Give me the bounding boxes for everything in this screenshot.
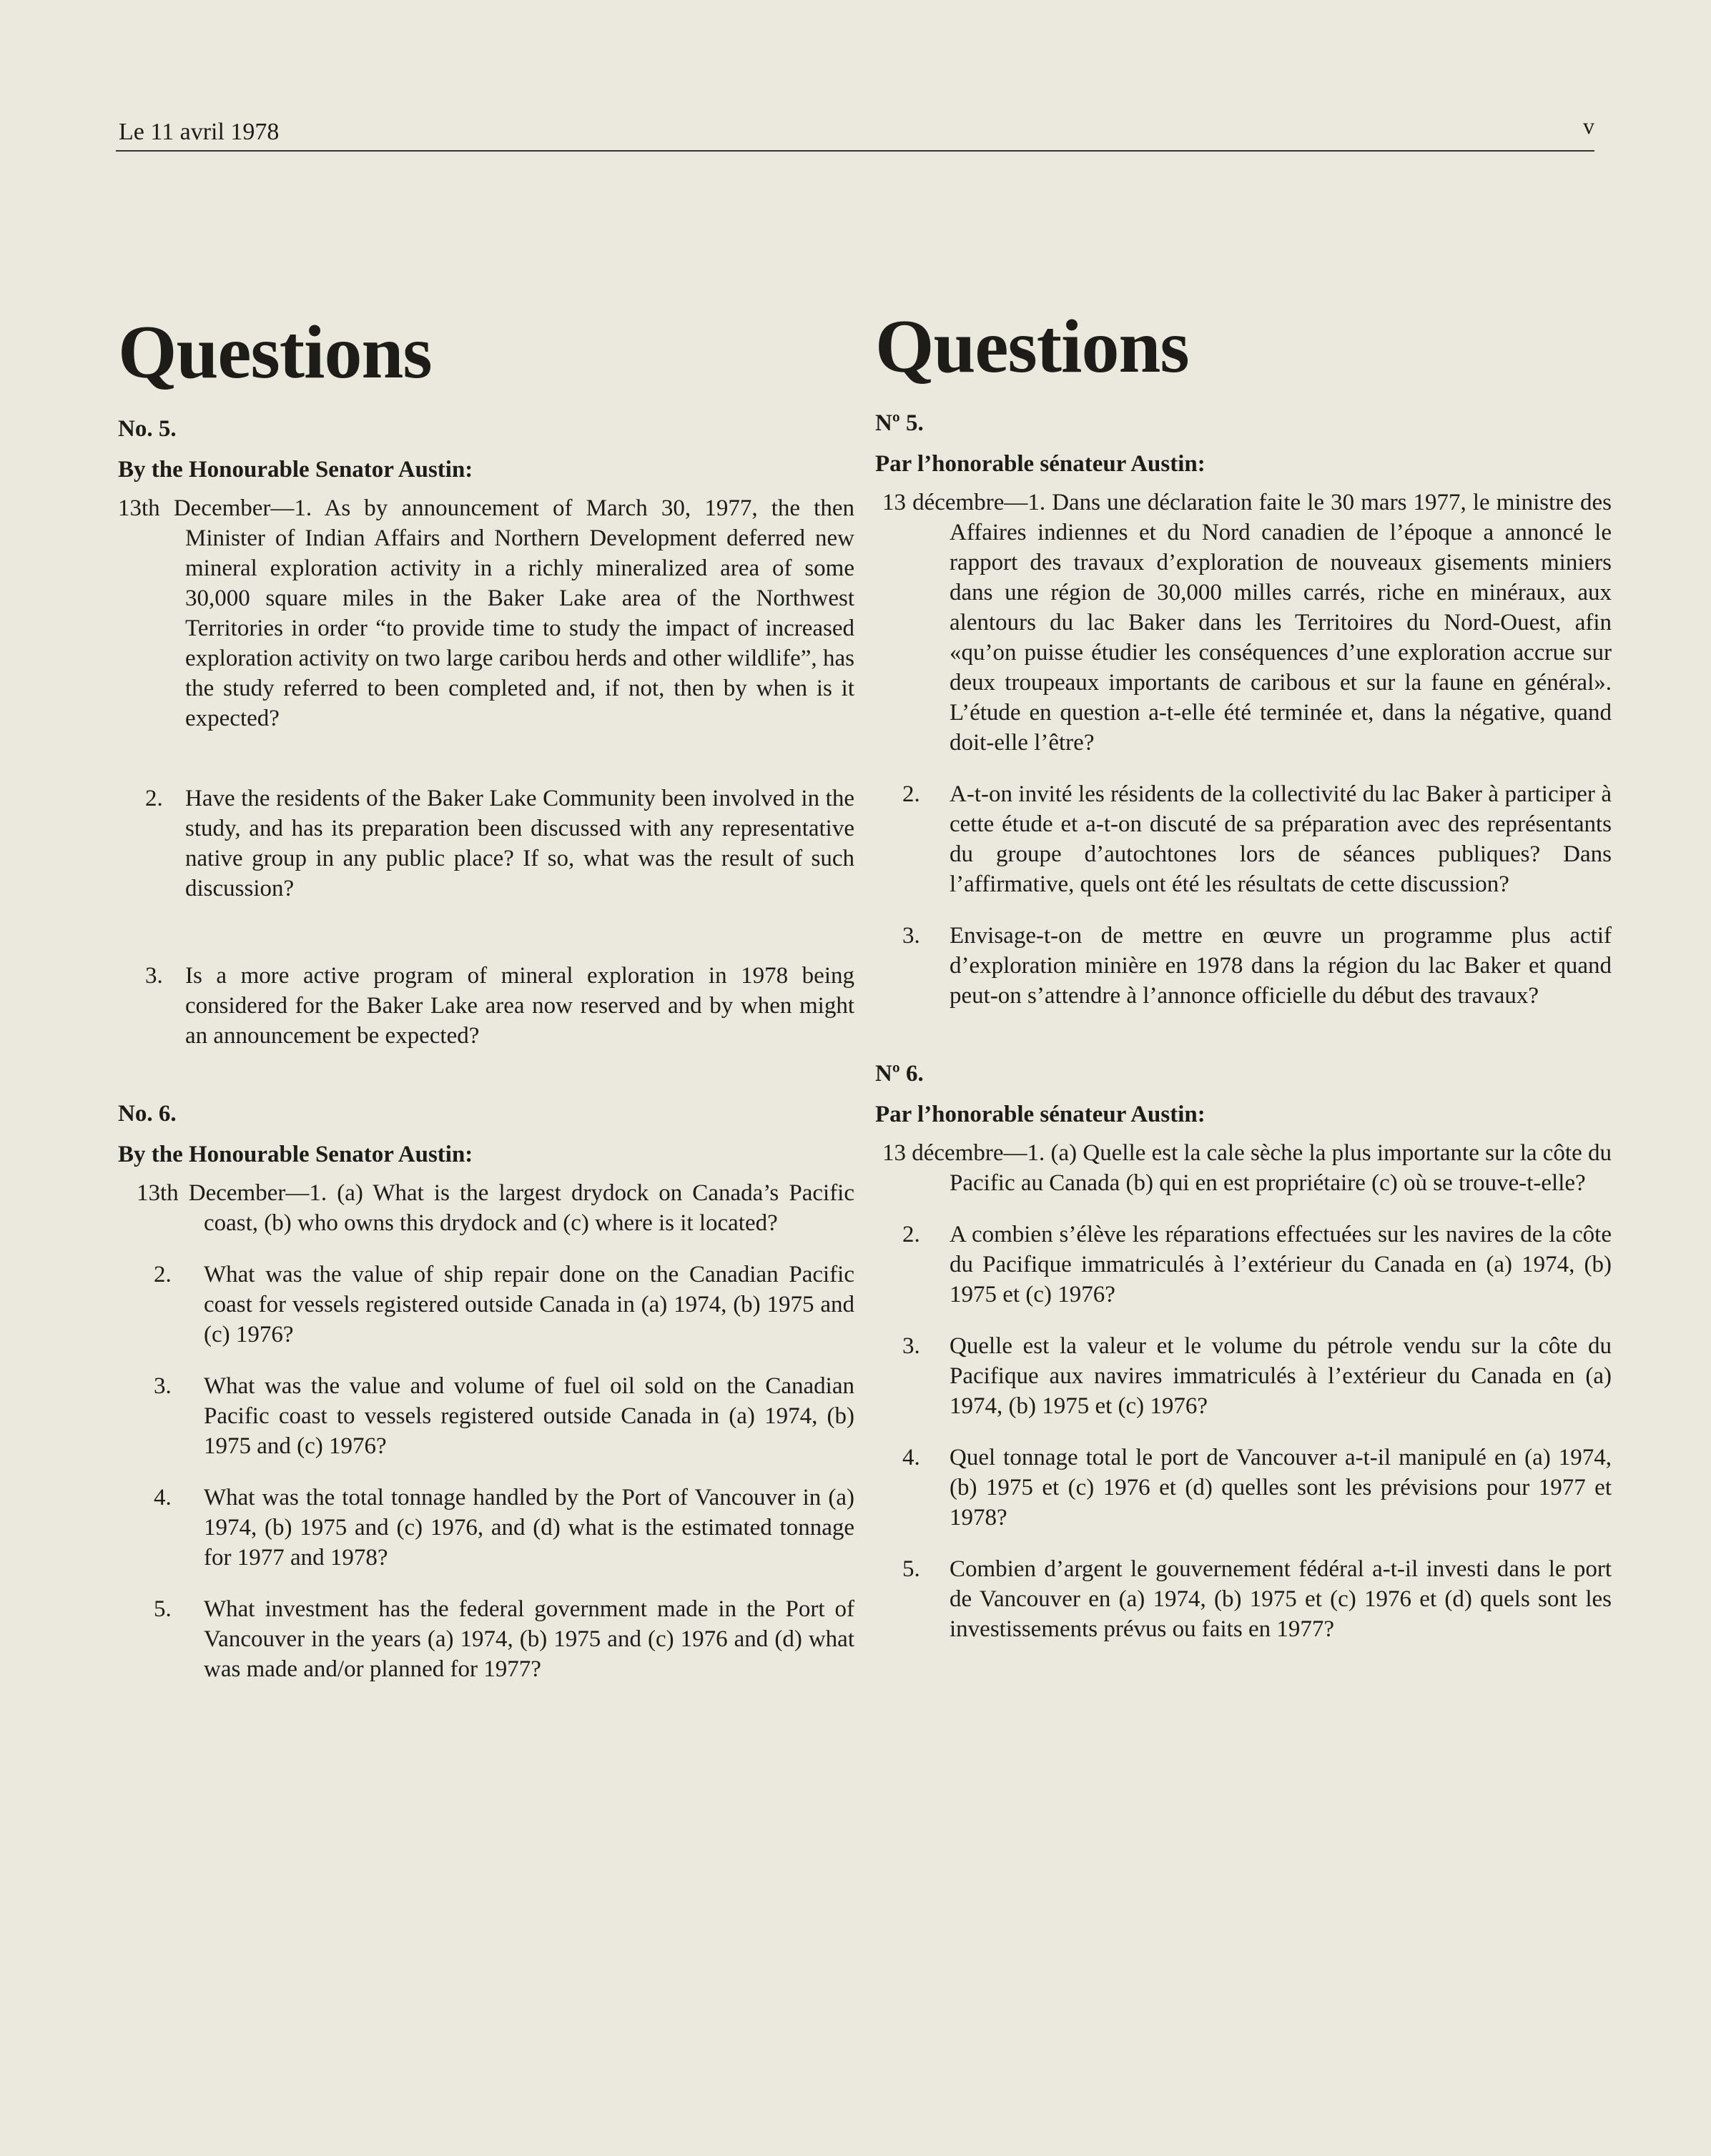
item-text: What investment has the federal government made in the Port of Vancouver in the years (a) 1974, (b) 1975 and (c) 1976 and (d) what was made and/or planned for 1977? bbox=[204, 1596, 854, 1682]
section-title: Questions bbox=[118, 310, 432, 394]
question-item bbox=[875, 1220, 1612, 1310]
question-item bbox=[118, 1260, 854, 1350]
question-asker: Par l’honorable sénateur Austin: bbox=[875, 1102, 1205, 1127]
question-item bbox=[118, 1371, 854, 1461]
question-item bbox=[118, 961, 854, 1051]
item-text: Quel tonnage total le port de Vancouver a-t-il manipulé en (a) 1974, (b) 1975 et (c) 1976 et (d) quelles sont les prévisions pour 1977 et 1978? bbox=[950, 1445, 1612, 1531]
item-lead: 13 décembre—1. bbox=[882, 1140, 1045, 1166]
item-lead: 2. bbox=[145, 786, 163, 811]
item-lead: 2. bbox=[154, 1262, 172, 1287]
item-lead: 3. bbox=[154, 1373, 172, 1399]
item-lead: 2. bbox=[902, 1222, 920, 1247]
question-number: Nº 6. bbox=[875, 1061, 924, 1087]
item-text: Envisage-t-on de mettre en œuvre un programme plus actif d’exploration minière en 1978 dans la région du lac Baker et quand peut-on s’attendre à l’annonce officielle du début des travaux? bbox=[950, 923, 1612, 1009]
item-text: What was the value and volume of fuel oil sold on the Canadian Pacific coast to vessels registered outside Canada in (a) 1974, (b) 1975 and (c) 1976? bbox=[204, 1373, 854, 1459]
english-column bbox=[118, 310, 854, 1706]
item-text: A combien s’élève les réparations effectuées sur les navires de la côte du Pacifique immatriculés à l’extérieur du Canada en (a) 1974, (b) 1975 et (c) 1976? bbox=[950, 1222, 1612, 1307]
item-lead: 13 décembre—1. bbox=[882, 490, 1046, 515]
question-number: No. 6. bbox=[118, 1101, 177, 1127]
french-column bbox=[875, 305, 1612, 1666]
item-lead: 3. bbox=[145, 963, 163, 989]
question-item bbox=[875, 921, 1612, 1011]
item-lead: 13th December—1. bbox=[118, 495, 312, 521]
item-text: Quelle est la valeur et le volume du pétrole vendu sur la côte du Pacifique aux navires immatriculés à l’extérieur du Canada en (a) 1974, (b) 1975 et (c) 1976? bbox=[950, 1333, 1612, 1419]
item-text: Have the residents of the Baker Lake Community been involved in the study, and has its preparation been discussed with any representative native group in any public place? If so, what was the result of such discussion? bbox=[185, 786, 854, 901]
page-number: v bbox=[1583, 113, 1594, 139]
question-item bbox=[118, 783, 854, 904]
item-lead: 2. bbox=[902, 781, 920, 807]
question-number: No. 5. bbox=[118, 416, 177, 442]
item-text: (a) Quelle est la cale sèche la plus importante sur la côte du Pacific au Canada (b) qui en est propriétaire (c) où se trouve-t-elle? bbox=[950, 1140, 1612, 1196]
question-item bbox=[875, 1554, 1612, 1644]
item-text: Dans une déclaration faite le 30 mars 1977, le ministre des Affaires indiennes et du Nord canadien de l’époque a annoncé le rapport des travaux d’exploration de nouveaux gisements miniers dans une région de 30,000 milles carrés, riche en minéraux, aux alentours du lac Baker dans les Territoires du Nord-Ouest, afin «qu’on puisse étudier les conséquences d’une exploration accrue sur deux troupeaux importants de caribous et sur la faune en général». L’étude en question a-t-elle été terminée et, dans la négative, quand doit-elle l’être? bbox=[950, 490, 1612, 756]
item-lead: 4. bbox=[902, 1445, 920, 1470]
question-item bbox=[118, 1594, 854, 1684]
question-item bbox=[875, 488, 1612, 758]
question-list bbox=[875, 1138, 1612, 1644]
question-asker: Par l’honorable sénateur Austin: bbox=[875, 451, 1205, 477]
question-item bbox=[875, 1443, 1612, 1533]
item-lead: 3. bbox=[902, 1333, 920, 1359]
item-text: Combien d’argent le gouvernement fédéral a-t-il investi dans le port de Vancouver en (a) 1974, (b) 1975 et (c) 1976 et (d) quels sont les investissements prévus ou faits en 1977? bbox=[950, 1556, 1612, 1642]
item-lead: 13th December—1. bbox=[137, 1180, 327, 1206]
item-text: Is a more active program of mineral exploration in 1978 being considered for the Baker Lake area now reserved and by when might an announcement be expected? bbox=[185, 963, 854, 1049]
item-lead: 5. bbox=[902, 1556, 920, 1582]
question-asker: By the Honourable Senator Austin: bbox=[118, 457, 473, 483]
header-date: Le 11 avril 1978 bbox=[119, 119, 280, 145]
item-lead: 5. bbox=[154, 1596, 172, 1622]
item-lead: 4. bbox=[154, 1485, 172, 1510]
item-text: (a) What is the largest drydock on Canada’s Pacific coast, (b) who owns this drydock and (c) where is it located? bbox=[204, 1180, 854, 1236]
item-text: What was the value of ship repair done on the Canadian Pacific coast for vessels registered outside Canada in (a) 1974, (b) 1975 and (c) 1976? bbox=[204, 1262, 854, 1348]
question-asker: By the Honourable Senator Austin: bbox=[118, 1142, 473, 1167]
item-text: What was the total tonnage handled by the Port of Vancouver in (a) 1974, (b) 1975 and (c) 1976, and (d) what is the estimated tonnage for 1977 and 1978? bbox=[204, 1485, 854, 1571]
question-list bbox=[118, 1178, 854, 1684]
item-text: A-t-on invité les résidents de la collectivité du lac Baker à participer à cette étude et a-t-on discuté de sa préparation avec des représentants du groupe d’autochtones lors de séances publiques? Dans l’affirmative, quels ont été les résultats de cette discussion? bbox=[950, 781, 1612, 897]
question-list bbox=[875, 488, 1612, 1011]
question-number: Nº 5. bbox=[875, 410, 924, 436]
question-item bbox=[875, 779, 1612, 899]
question-item bbox=[118, 1483, 854, 1573]
question-list bbox=[118, 493, 854, 1051]
question-item bbox=[875, 1331, 1612, 1421]
section-title: Questions bbox=[875, 305, 1189, 388]
item-text: As by announcement of March 30, 1977, the then Minister of Indian Affairs and Northern Development deferred new mineral exploration activity in a richly mineralized area of some 30,000 square miles in the Baker Lake area of the Northwest Territories in order “to provide time to study the impact of increased exploration activity on two large caribou herds and other wildlife”, has the study referred to been completed and, if not, then by when is it expected? bbox=[185, 495, 854, 731]
question-item bbox=[118, 493, 854, 733]
question-item bbox=[875, 1138, 1612, 1198]
page-header bbox=[116, 113, 1594, 152]
question-item bbox=[118, 1178, 854, 1238]
item-lead: 3. bbox=[902, 923, 920, 949]
